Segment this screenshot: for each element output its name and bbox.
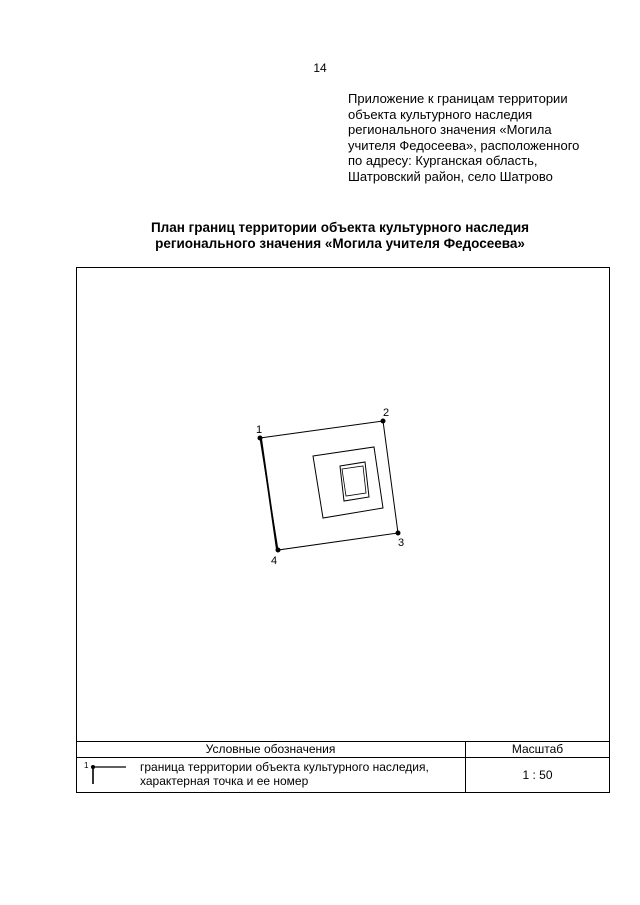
appendix-note	[348, 91, 579, 184]
fence-outline	[313, 447, 383, 518]
legend-line: характерная точка и ее номер	[140, 774, 309, 788]
point-label: 3	[398, 537, 405, 549]
document-title	[0, 220, 640, 252]
legend-line: граница территории объекта культурного наследия,	[140, 760, 429, 774]
legend-divider	[76, 757, 610, 758]
appendix-line: регионального значения «Могила	[348, 122, 552, 137]
point-marker	[276, 548, 280, 552]
point-marker	[381, 419, 385, 423]
legend-description	[140, 760, 429, 788]
appendix-line: Шатровский район, село Шатрово	[348, 168, 553, 184]
appendix-line: объекта культурного наследия	[348, 106, 533, 122]
title-line: регионального значения «Могила учителя Федосеева»	[155, 236, 525, 251]
legend-header-symbols: Условные обозначения	[205, 742, 336, 756]
legend-header-scale: Масштаб	[511, 742, 564, 756]
page-number: 14	[313, 61, 327, 75]
point-label: 2	[383, 407, 390, 419]
point-label: 4	[271, 555, 278, 567]
grave-inner	[342, 466, 366, 496]
boundary-plan	[76, 267, 610, 741]
appendix-line: Приложение к границам территории	[348, 91, 568, 106]
boundary-edge-1-4	[261, 438, 277, 550]
scale-value: 1 : 50	[522, 768, 553, 782]
appendix-line: по адресу: Курганская область,	[348, 153, 538, 168]
point-marker	[396, 531, 400, 535]
point-label: 1	[256, 424, 263, 436]
appendix-line: учителя Федосеева», расположенного	[348, 137, 580, 153]
territory-boundary	[260, 421, 398, 550]
legend-symbol-number: 1	[84, 761, 89, 770]
title-line: План границ территории объекта культурного наследия	[150, 220, 530, 235]
point-marker	[258, 436, 262, 440]
boundary-symbol-icon	[88, 762, 128, 786]
